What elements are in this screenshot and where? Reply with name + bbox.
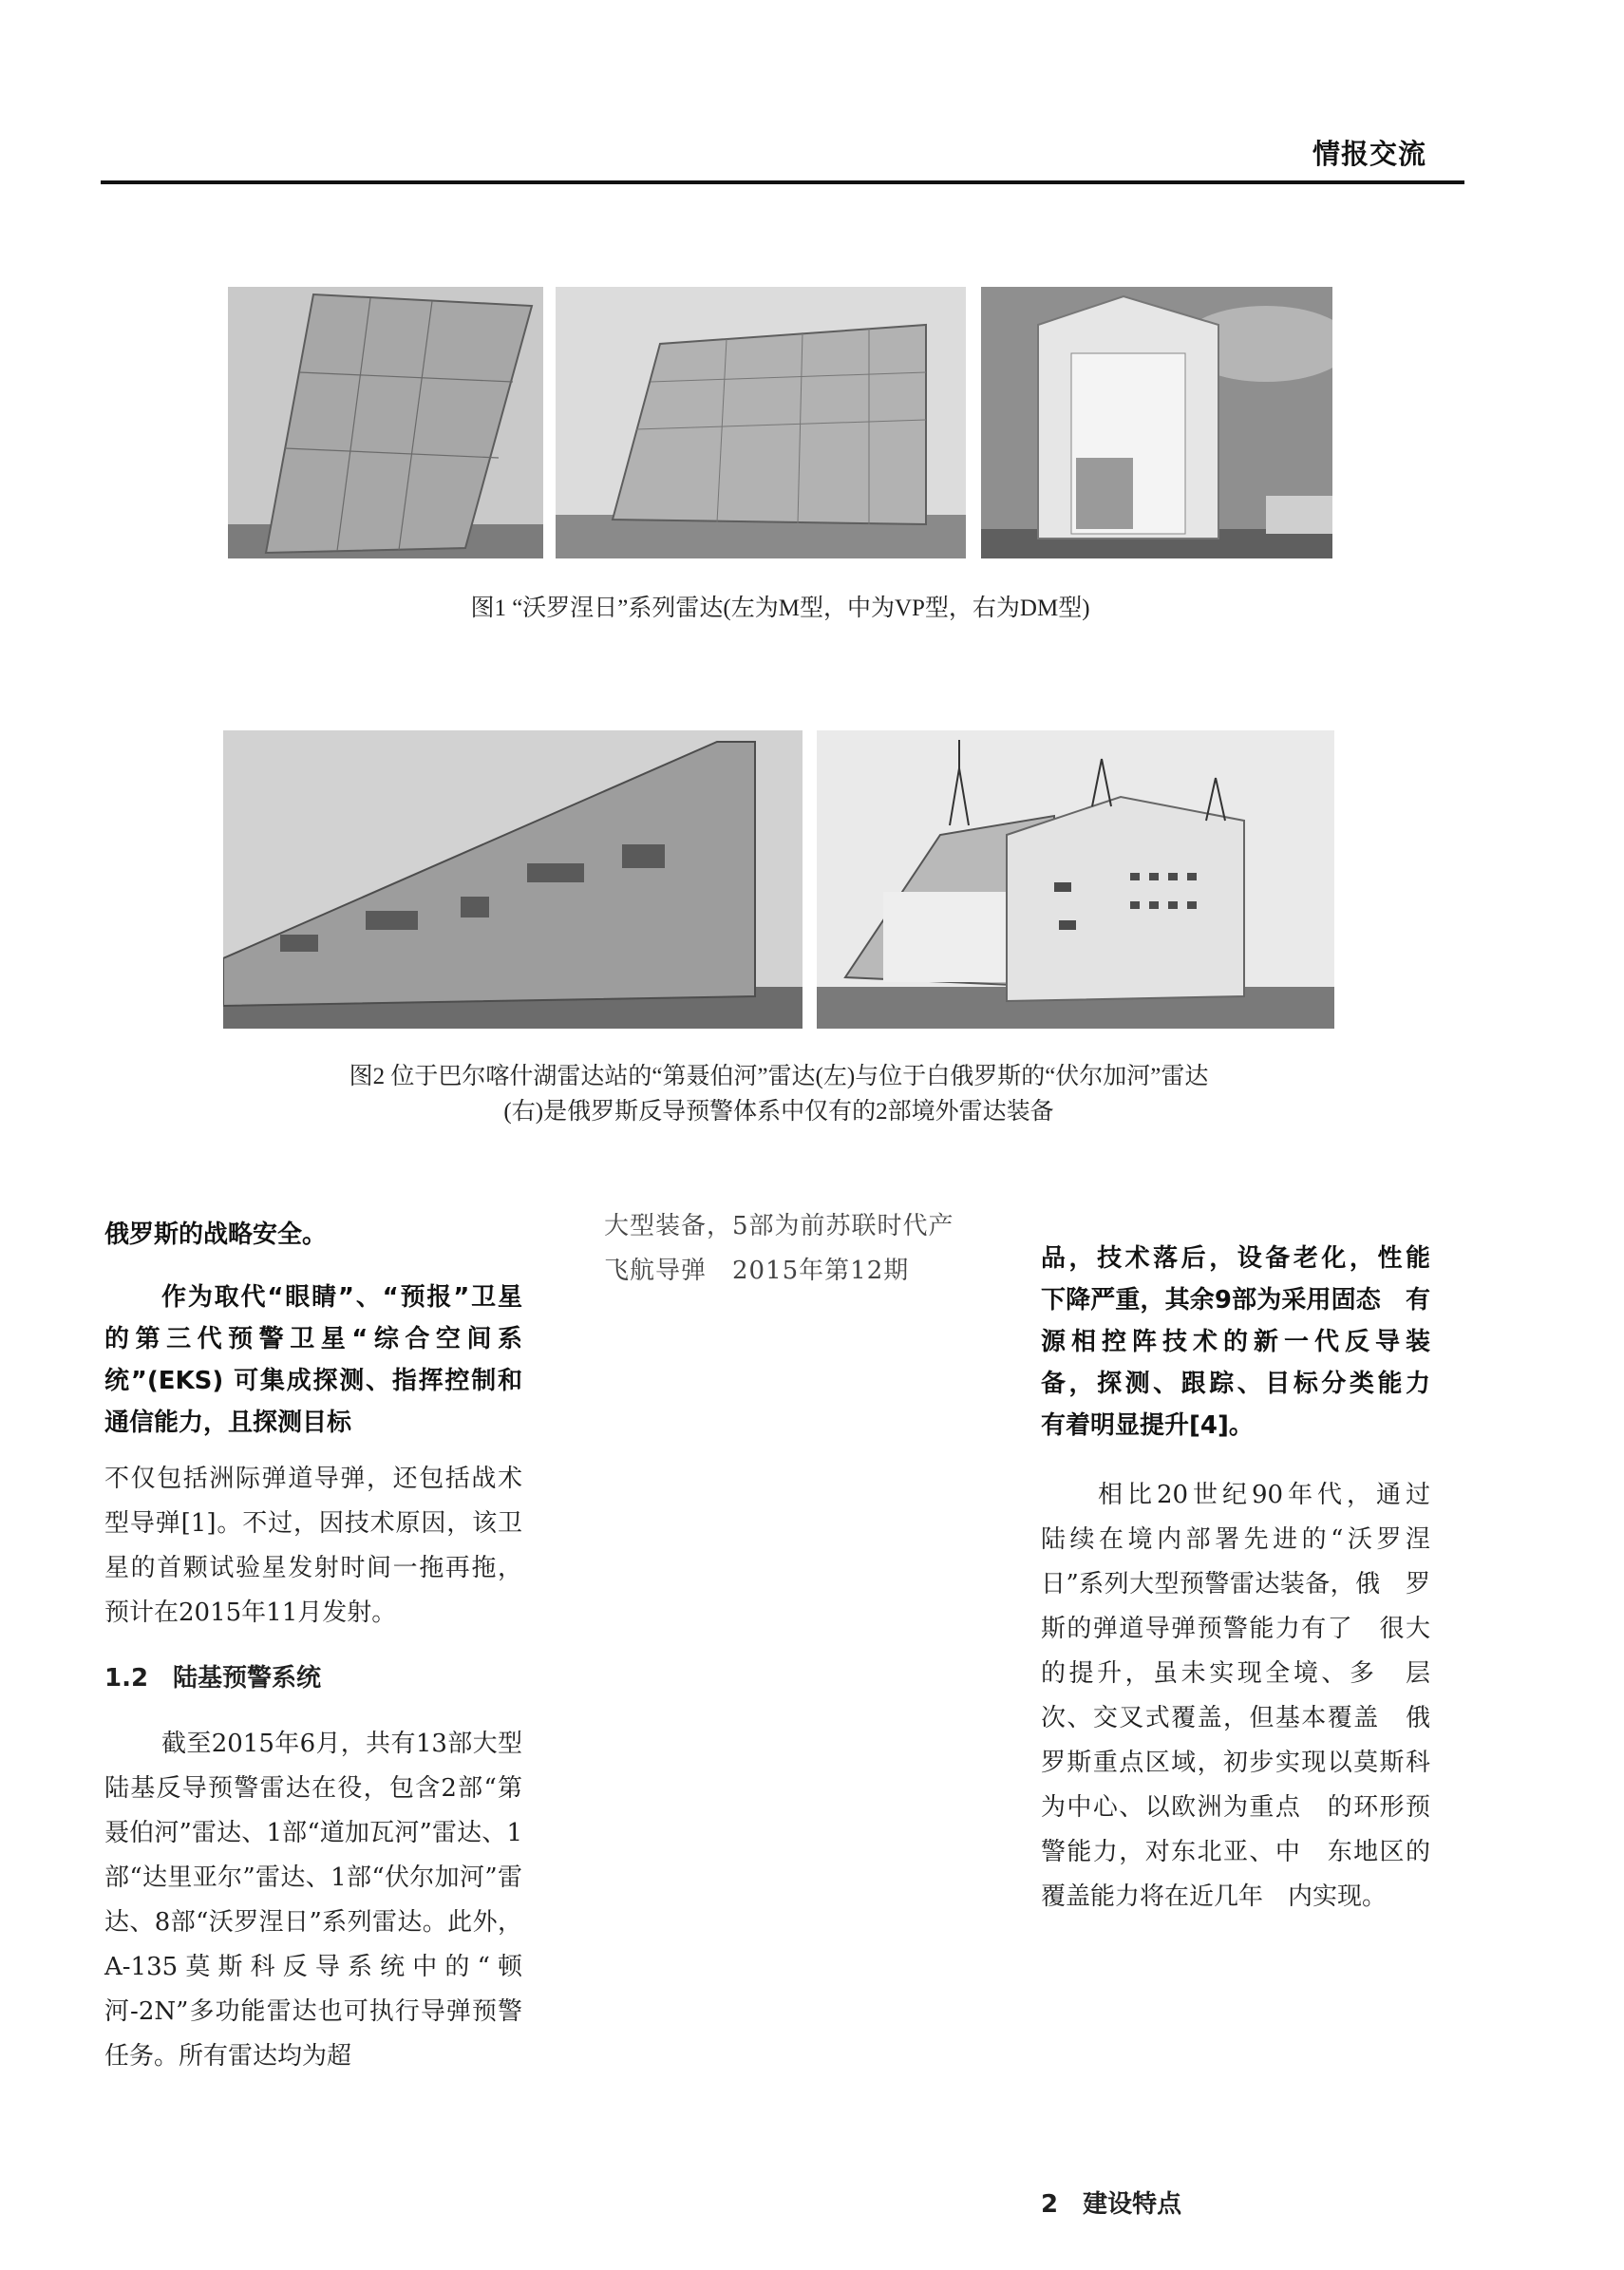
journal-section-title: 情报交流	[1312, 138, 1426, 170]
section-heading-1-2: 1.2 陆基预警系统	[104, 1664, 322, 1693]
header-rule	[101, 180, 1464, 184]
column-3	[1041, 1238, 1456, 2219]
figure2-caption-line2: (右)是俄罗斯反导预警体系中仅有的2部境外雷达装备	[503, 1099, 1054, 1125]
col1-lead: 俄罗斯的战略安全。	[104, 1220, 328, 1249]
col1-paragraph-2: 不仅包括洲际弹道导弹，还包括战术型导弹[1]。不过，因技术原因，该卫星的首颗试验星发射时间一拖再拖，预计在2015年11月发射。	[104, 1465, 522, 1627]
photo-radar-vp	[556, 287, 966, 558]
figure1-caption: 图1 “沃罗涅日”系列雷达(左为M型，中为VP型，右为DM型)	[470, 596, 1090, 621]
photo-radar-dm	[981, 287, 1332, 558]
col1-bold-paragraph: 作为取代“眼睛”、“预报”卫星的第三代预警卫星“综合空间系统”(EKS) 可集成探测、指挥控制和通信能力，且探测目标	[104, 1283, 522, 1437]
column-1	[104, 1213, 522, 2079]
figure2-caption-line1: 图2 位于巴尔喀什湖雷达站的“第聂伯河”雷达(左)与位于白俄罗斯的“伏尔加河”雷达	[349, 1064, 1209, 1089]
photo-volga-radar	[817, 730, 1334, 1029]
photo-radar-m	[228, 287, 543, 558]
col2-text: 大型装备，5部为前苏联时代产 飞航导弹 2015年第12期	[604, 1212, 980, 1285]
col3-bold-paragraph: 品，技术落后，设备老化，性能 下降严重，其余9部为采用固态 有源相控阵技术的新一代反导装 备，探测、跟踪、目标分类能力 有着明显提升[4]。	[1041, 1244, 1456, 1440]
col1-paragraph-3: 截至2015年6月，共有13部大型陆基反导预警雷达在役，包含2部“第聂伯河”雷达、1部“道加瓦河”雷达、1部“达里亚尔”雷达、1部“伏尔加河”雷达、8部“沃罗涅日”系列雷达。此外，A-135莫斯科反导系统中的“顿河-2N”多功能雷达也可执行导弹预警任务。所有雷达均为超	[104, 1730, 522, 2071]
section-heading-2: 2 建设特点	[1041, 2190, 1182, 2219]
col3-paragraph-2: 相比20世纪90年代，通过 陆续在境内部署先进的“沃罗涅 日”系列大型预警雷达装备，俄 罗斯的弹道导弹预警能力有了 很大的提升，虽未实现全境、多 层次、交叉式覆盖，但基本覆盖 俄罗斯重点区域，初步实现以莫斯科为中心、以欧洲为重点 的环形预警能力，对东北亚、中 东地区的覆盖能力将在近几年 内实现。	[1041, 1481, 1456, 1911]
column-2	[604, 1204, 1003, 1294]
photo-dnepr-radar	[223, 730, 803, 1029]
